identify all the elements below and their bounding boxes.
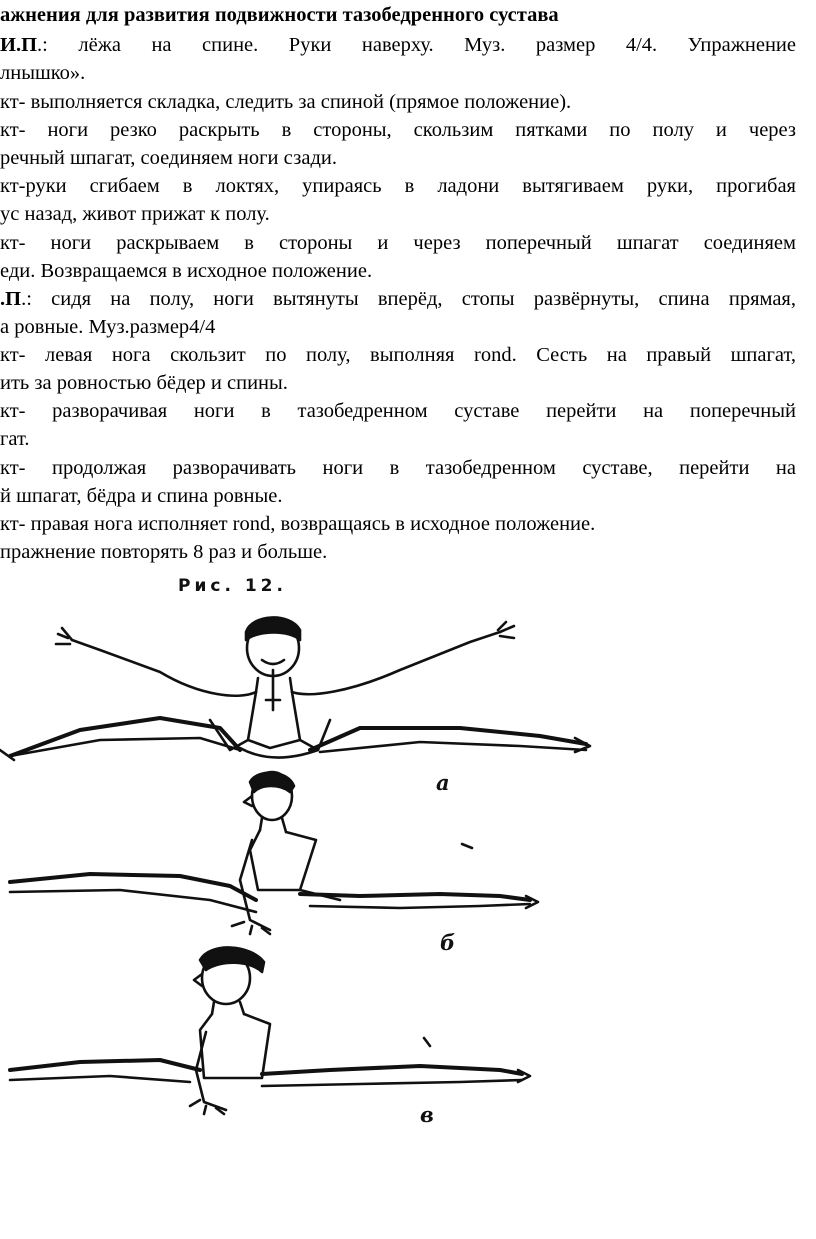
paragraph-line: еди. Возвращаемся в исходное положение. bbox=[0, 260, 373, 282]
figure-caption: Рис. 12. bbox=[178, 576, 287, 596]
paragraph-line: кт- ноги резко раскрыть в стороны, скользим пятками по полу и через bbox=[0, 119, 796, 141]
figure-label-b: б bbox=[440, 930, 456, 955]
figure-a-drawing bbox=[0, 617, 590, 760]
paragraph-line: кт-руки сгибаем в локтях, упираясь в ладони вытягиваем руки, прогибая bbox=[0, 175, 796, 197]
paragraph-line: кт- разворачивая ноги в тазобедренном суставе перейти на поперечный bbox=[0, 400, 796, 422]
paragraph-line: гат. bbox=[0, 428, 30, 450]
paragraph-line: а ровные. Муз.размер4/4 bbox=[0, 316, 216, 338]
paragraph-line: кт- правая нога исполняет rond, возвращаясь в исходное положение. bbox=[0, 513, 596, 535]
figure-label-c: в bbox=[420, 1102, 434, 1127]
paragraph-line bbox=[0, 286, 796, 313]
paragraph-line: лнышко». bbox=[0, 62, 86, 84]
paragraph-line: речный шпагат, соединяем ноги сзади. bbox=[0, 147, 337, 169]
paragraph-text: .: сидя на полу, ноги вытянуты вперёд, стопы развёрнуты, спина прямая, bbox=[21, 288, 796, 310]
paragraph-line: й шпагат, бёдра и спина ровные. bbox=[0, 485, 283, 507]
paragraph-line: кт- ноги раскрываем в стороны и через поперечный шпагат соединяем bbox=[0, 232, 796, 254]
figure-b-drawing bbox=[10, 772, 538, 934]
paragraph-line: кт- выполняется складка, следить за спиной (прямое положение). bbox=[0, 91, 572, 113]
paragraph-line bbox=[0, 32, 796, 59]
exercise-illustration bbox=[0, 600, 816, 1160]
label-start-position: И.П bbox=[0, 34, 38, 56]
figure-label-a: а bbox=[436, 770, 450, 795]
paragraph-line: ус назад, живот прижат к полу. bbox=[0, 203, 270, 225]
paragraph-line: ить за ровностью бёдер и спины. bbox=[0, 372, 288, 394]
section-title: ажнения для развития подвижности тазобедренного сустава bbox=[0, 4, 559, 26]
paragraph-line: пражнение повторять 8 раз и больше. bbox=[0, 541, 328, 563]
paragraph-line: кт- продолжая разворачивать ноги в тазобедренном суставе, перейти на bbox=[0, 457, 796, 479]
label-start-position: .П bbox=[0, 288, 22, 310]
paragraph-line: кт- левая нога скользит по полу, выполняя rond. Сесть на правый шпагат, bbox=[0, 344, 796, 366]
figure-c-drawing bbox=[10, 947, 530, 1114]
paragraph-text: .: лёжа на спине. Руки наверху. Муз. размер 4/4. Упражнение bbox=[37, 34, 796, 56]
